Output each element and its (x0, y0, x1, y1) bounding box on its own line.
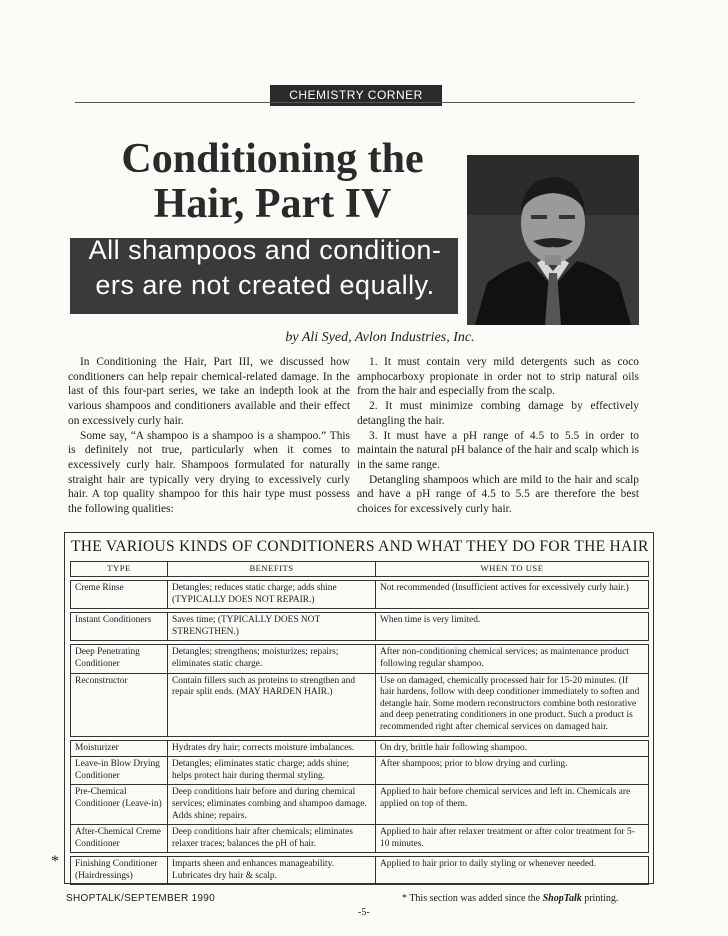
subtitle-line-2: ers are not created equally. (95, 270, 435, 300)
cell-type: Reconstructor (71, 673, 168, 736)
table-row (71, 613, 649, 641)
cell-benefits: Detangles; strengthens; moisturizes; repairs; eliminates static charge. (168, 645, 376, 673)
paragraph: 2. It must minimize combing damage by effectively detangling the hair. (357, 400, 639, 427)
article-column-left (68, 355, 350, 517)
paragraph: Some say, “A shampoo is a shampoo is a shampoo.” This is definitely not true, particularly when it comes to excessively curly hair. Shampoos formulated for naturally straight hair are typically very drying to excessively curly hair. A top quality shampoo for this hair type must possess the following qualities: (68, 429, 350, 516)
cell-benefits: Deep conditions hair before and during chemical services; eliminates combing and shampoo damage. Adds shine; repairs. (168, 785, 376, 825)
cell-type: Creme Rinse (71, 581, 168, 609)
cell-benefits: Saves time; (TYPICALLY DOES NOT STRENGTHEN.) (168, 613, 376, 641)
paragraph: Detangling shampoos which are mild to the hair and scalp and have a pH range of 4.5 to 5.5 are therefore the best choices for excessively curly hair. (357, 473, 639, 516)
conditioners-table (70, 561, 649, 885)
cell-benefits: Detangles; eliminates static charge; adds shine; helps protect hair during thermal styling. (168, 757, 376, 785)
paragraph: 1. It must contain very mild detergents such as coco amphocarboxy propionate in order not to strip natural oils from the hair and especially from the scalp. (357, 356, 639, 398)
cell-when: Applied to hair after relaxer treatment or after color treatment for 5-10 minutes. (376, 825, 649, 853)
cell-type: Moisturizer (71, 740, 168, 757)
table-row (71, 581, 649, 609)
cell-benefits: Detangles; reduces static charge; adds shine (TYPICALLY DOES NOT REPAIR.) (168, 581, 376, 609)
table-row (71, 785, 649, 825)
cell-when: Use on damaged, chemically processed hair for 15-20 minutes. (If hair hardens, follow with deep conditioner immediately to soften and detangle hair. Some modern reconstructors combine both restorative and deep penetrating conditioners in one product. Such a product is recommended right after chemical services on damaged hair. (376, 673, 649, 736)
footer-note-publication: ShopTalk (542, 893, 582, 904)
subtitle-line-1: All shampoos and condition- (88, 235, 442, 265)
header-rule (75, 102, 635, 103)
cell-when: Not recommended (Insufficient actives for excessively curly hair.) (376, 581, 649, 609)
cell-type: Pre-Chemical Conditioner (Leave-in) (71, 785, 168, 825)
cell-type: After-Chemical Creme Conditioner (71, 825, 168, 853)
cell-when: Applied to hair before chemical services and left in. Chemicals are applied on top of them. (376, 785, 649, 825)
byline: by Ali Syed, Avlon Industries, Inc. (285, 330, 475, 345)
table-row (71, 825, 649, 853)
cell-when: On dry, brittle hair following shampoo. (376, 740, 649, 757)
column-header-benefits: BENEFITS (168, 562, 376, 577)
table-row (71, 673, 649, 736)
cell-benefits: Imparts sheen and enhances manageability. Lubricates dry hair & scalp. (168, 857, 376, 885)
footer-note-suffix: printing. (581, 893, 619, 904)
cell-type: Deep Penetrating Conditioner (71, 645, 168, 673)
cell-when: After non-conditioning chemical services; as maintenance product following regular shampoo. (376, 645, 649, 673)
page-number: -5- (358, 907, 370, 918)
column-header-type: TYPE (71, 562, 168, 577)
table-row (71, 740, 649, 757)
cell-type: Instant Conditioners (71, 613, 168, 641)
column-header-when: WHEN TO USE (376, 562, 649, 577)
cell-type: Finishing Conditioner (Hairdressings) (71, 857, 168, 885)
table-row (71, 645, 649, 673)
paragraph: In Conditioning the Hair, Part III, we discussed how conditioners can help repair chemical-related damage. In the last of this four-part series, we take an indepth look at the various shampoos and conditioners available and their effect on excessively curly hair. (68, 356, 350, 427)
footer-note (402, 893, 618, 904)
author-photo (467, 155, 639, 325)
cell-when: Applied to hair prior to daily styling or whenever needed. (376, 857, 649, 885)
title-line-1: Conditioning the (121, 136, 424, 182)
conditioners-table-box (64, 532, 654, 884)
cell-type: Leave-in Blow Drying Conditioner (71, 757, 168, 785)
footer-publication: SHOPTALK/SEPTEMBER 1990 (66, 893, 215, 904)
portrait-image (467, 155, 639, 325)
article-column-right (357, 355, 639, 517)
cell-benefits: Deep conditions hair after chemicals; eliminates relaxer traces; balances the pH of hair. (168, 825, 376, 853)
footer-note-prefix: * This section was added since the (402, 893, 543, 904)
article-title (85, 137, 460, 227)
section-tag: CHEMISTRY CORNER (270, 85, 442, 106)
title-line-2: Hair, Part IV (153, 181, 392, 227)
asterisk-marker: * (51, 853, 59, 870)
table-row (71, 857, 649, 885)
cell-when: After shampoos; prior to blow drying and curling. (376, 757, 649, 785)
table-row (71, 757, 649, 785)
table-header-row (71, 562, 649, 577)
table-title: THE VARIOUS KINDS OF CONDITIONERS AND WHAT THEY DO FOR THE HAIR (71, 538, 649, 555)
cell-when: When time is very limited. (376, 613, 649, 641)
article-subtitle (60, 233, 470, 303)
cell-benefits: Hydrates dry hair; corrects moisture imbalances. (168, 740, 376, 757)
paragraph: 3. It must have a pH range of 4.5 to 5.5 in order to maintain the natural pH balance of the hair and scalp which is in the same range. (357, 429, 639, 471)
cell-benefits: Contain fillers such as proteins to strengthen and repair split ends. (MAY HARDEN HAIR.) (168, 673, 376, 736)
